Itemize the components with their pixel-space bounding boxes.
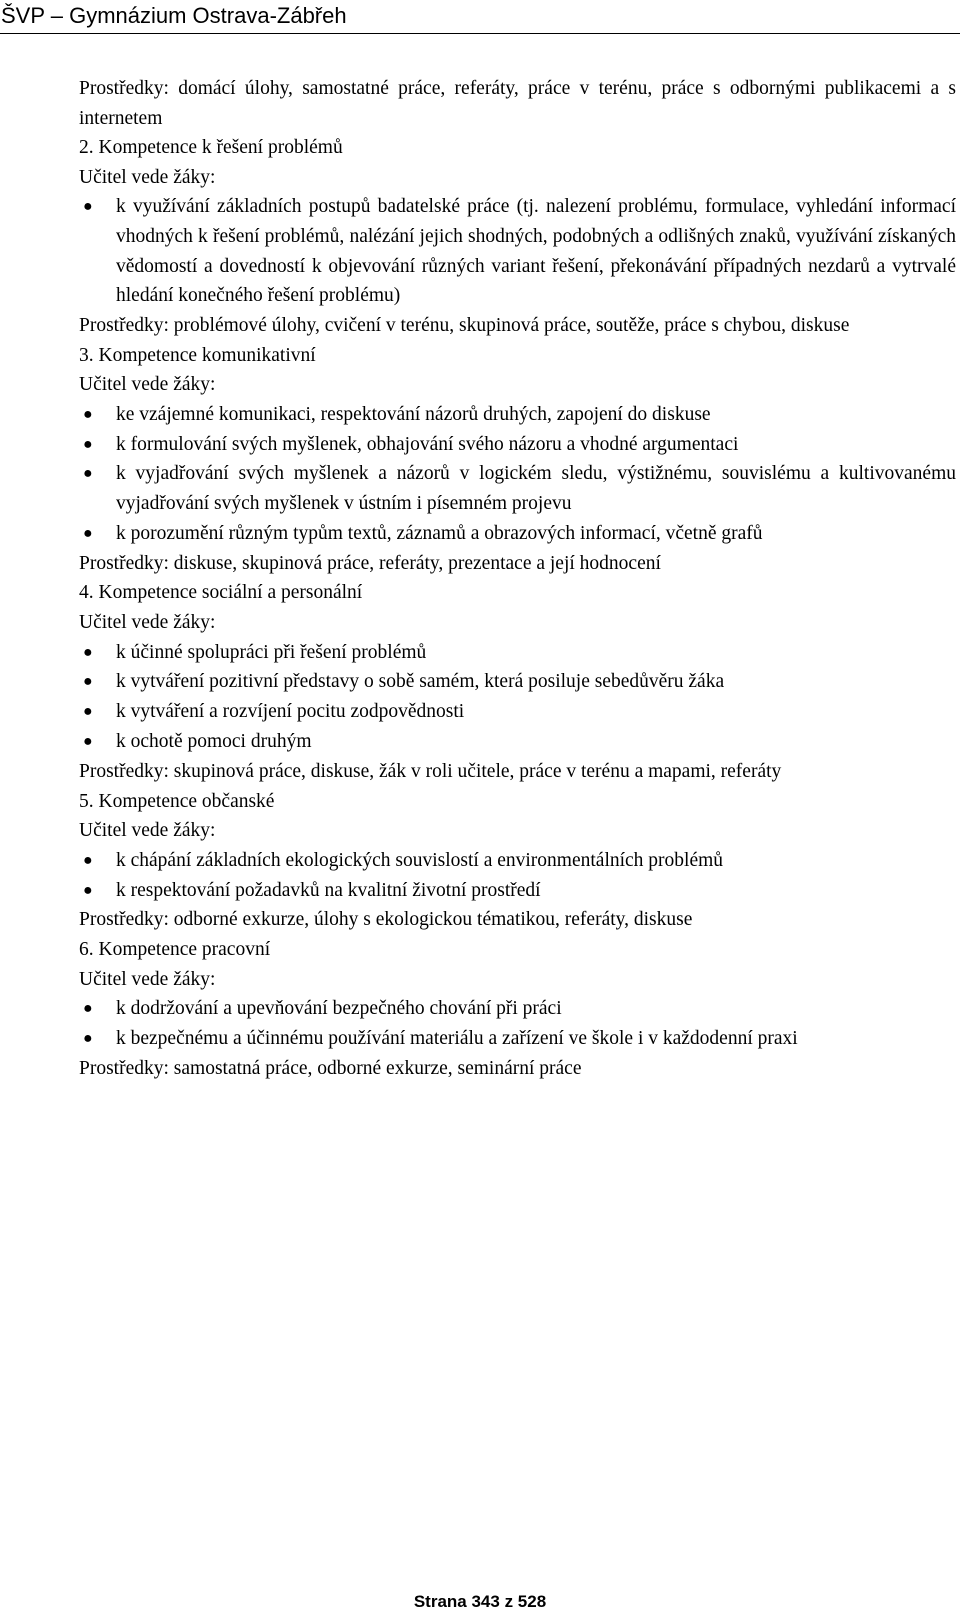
header-title: ŠVP – Gymnázium Ostrava-Zábřeh xyxy=(1,3,347,28)
page-number: Strana 343 z 528 xyxy=(413,1592,547,1611)
bullet-icon: ● xyxy=(83,733,93,751)
teacher-line: Učitel vede žáky: xyxy=(79,968,216,990)
list-item: ● k ochotě pomoci druhým xyxy=(79,727,956,757)
page-footer xyxy=(0,1592,960,1612)
bullet-icon: ● xyxy=(83,881,93,899)
means-line: Prostředky: odborné exkurze, úlohy s ekologickou tématikou, referáty, diskuse xyxy=(79,909,693,931)
section-competence-5 xyxy=(79,787,956,935)
section-competence-3 xyxy=(79,341,956,579)
list-item: ● k účinné spolupráci při řešení problémů xyxy=(79,638,956,668)
means-line: Prostředky: skupinová práce, diskuse, žák v roli učitele, práce v terénu a mapami, referáty xyxy=(79,760,782,782)
list-item: ● k dodržování a upevňování bezpečného chování při práci xyxy=(79,994,956,1024)
list-item: ● k vytváření pozitivní představy o sobě samém, která posiluje sebedůvěru žáka xyxy=(79,667,956,697)
teacher-line: Učitel vede žáky: xyxy=(79,611,216,633)
list-item: ● k vytváření a rozvíjení pocitu zodpovědnosti xyxy=(79,697,956,727)
list-item: ● k porozumění různým typům textů, záznamů a obrazových informací, včetně grafů xyxy=(79,519,956,549)
bullet-list xyxy=(79,638,956,757)
section-heading: 6. Kompetence pracovní xyxy=(79,938,271,960)
means-line: Prostředky: problémové úlohy, cvičení v terénu, skupinová práce, soutěže, práce s chybou, diskuse xyxy=(79,315,850,336)
bullet-list xyxy=(79,400,956,549)
bullet-icon: ● xyxy=(83,198,93,216)
section-competence-6 xyxy=(79,935,956,1083)
bullet-icon: ● xyxy=(83,673,93,691)
bullet-list xyxy=(79,846,956,905)
section-competence-2 xyxy=(79,133,956,340)
bullet-icon: ● xyxy=(83,851,93,869)
page-header xyxy=(0,0,960,34)
list-item: ● ke vzájemné komunikaci, respektování názorů druhých, zapojení do diskuse xyxy=(79,400,956,430)
section-competence-4 xyxy=(79,578,956,786)
bullet-icon: ● xyxy=(83,1030,93,1047)
section-heading: 5. Kompetence občanské xyxy=(79,790,275,812)
section-heading: 3. Kompetence komunikativní xyxy=(79,344,316,366)
list-item: ● k chápání základních ekologických souvislostí a environmentálních problémů xyxy=(79,846,956,876)
bullet-list xyxy=(79,994,956,1053)
teacher-line: Učitel vede žáky: xyxy=(79,166,216,188)
teacher-line: Učitel vede žáky: xyxy=(79,374,216,396)
list-item: ● k využívání základních postupů badatelské práce (tj. nalezení problému, formulace, vyhledání informací vhodných k řešení problémů, nalézání jejich shodných, podobných a odlišných znaků, využívání získaných vědomostí a dovedností k objevování různých variant řešení, překonávání případných nezdarů a vytrvalé hledání konečného řešení problému) xyxy=(79,192,956,310)
bullet-list xyxy=(79,192,956,310)
list-item: ● k vyjadřování svých myšlenek a názorů v logickém sledu, výstižnému, souvislému a kultivovanému vyjadřování svých myšlenek v ústním i písemném projevu xyxy=(79,459,956,518)
list-item: ● k formulování svých myšlenek, obhajování svého názoru a vhodné argumentaci xyxy=(79,430,956,460)
bullet-icon: ● xyxy=(83,703,93,721)
means-line: Prostředky: samostatná práce, odborné exkurze, seminární práce xyxy=(79,1057,582,1079)
bullet-icon: ● xyxy=(83,643,93,661)
section-heading: 2. Kompetence k řešení problémů xyxy=(79,137,343,159)
means-line: Prostředky: diskuse, skupinová práce, referáty, prezentace a její hodnocení xyxy=(79,552,661,574)
document-body xyxy=(79,74,956,1083)
bullet-icon: ● xyxy=(83,435,93,453)
bullet-icon: ● xyxy=(83,465,93,483)
bullet-icon: ● xyxy=(83,405,93,423)
list-item: ● k respektování požadavků na kvalitní životní prostředí xyxy=(79,876,956,906)
bullet-icon: ● xyxy=(83,1000,93,1018)
bullet-icon: ● xyxy=(83,524,93,542)
teacher-line: Učitel vede žáky: xyxy=(79,820,216,842)
section-heading: 4. Kompetence sociální a personální xyxy=(79,582,363,604)
list-item: ● k bezpečnému a účinnému používání materiálu a zařízení ve škole i v každodenní praxi xyxy=(79,1024,956,1054)
intro-means: Prostředky: domácí úlohy, samostatné práce, referáty, práce v terénu, práce s odbornými publikacemi a s internetem xyxy=(79,78,956,129)
